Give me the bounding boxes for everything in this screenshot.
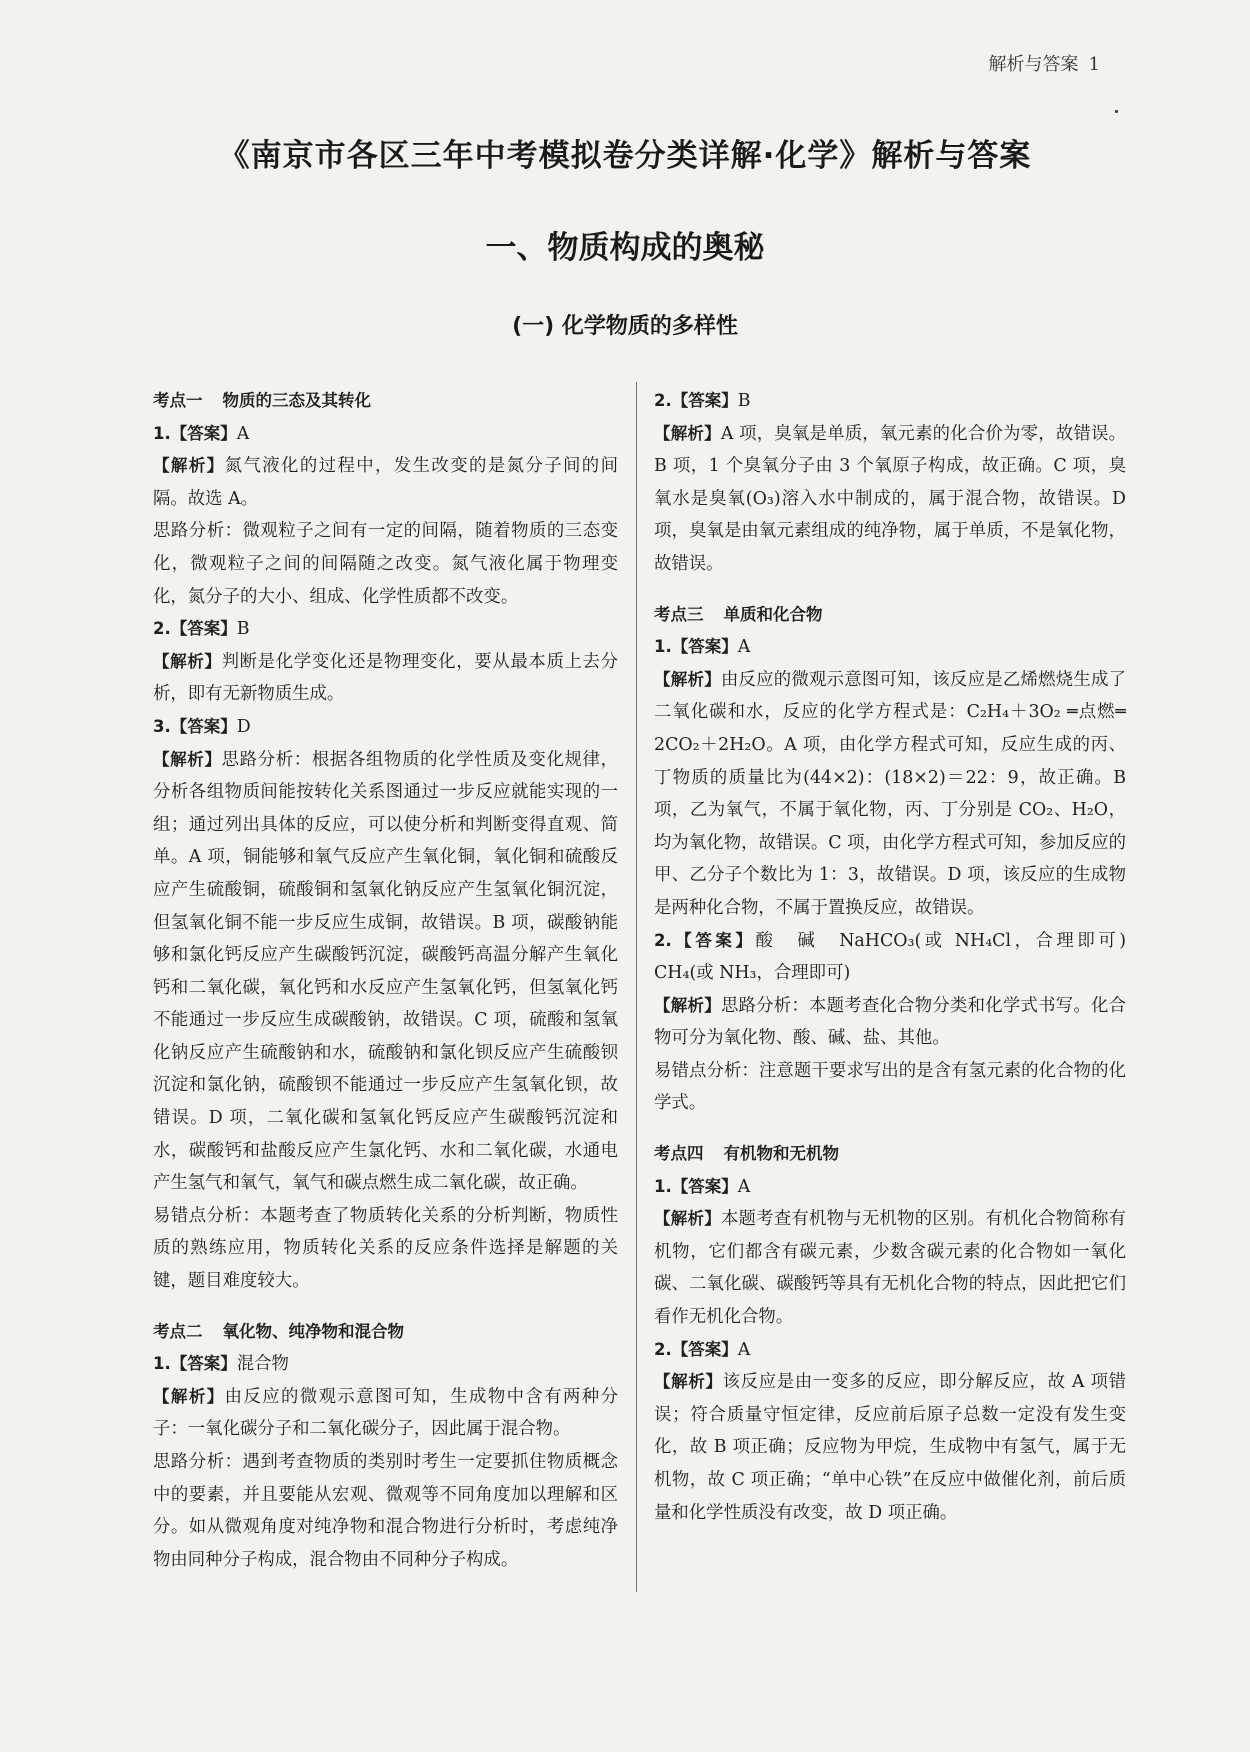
answer-tag: 【答案】 [170, 1354, 237, 1374]
right-column [654, 385, 1144, 1529]
kp3-title: 单质和化合物 [723, 604, 823, 624]
q-num: 1. [153, 1354, 171, 1374]
kp1-q2-analysis [153, 646, 618, 711]
q-num: 2. [654, 1339, 672, 1359]
q-num: 2. [654, 391, 672, 410]
kp4-label: 考点四 [654, 1144, 704, 1164]
kp1-q3-answer [153, 711, 618, 744]
analysis-tag: 【解析】 [153, 456, 225, 476]
analysis-text: 氮气液化的过程中，发生改变的是氮分子间的间隔。故选 A。 [153, 456, 618, 509]
kp2-q2-analysis [654, 418, 1126, 581]
kp1-q1-thinking: 思路分析：微观粒子之间有一定的间隔，随着物质的三态变化，微观粒子之间的间隔随之改变。氮气液化属于物理变化，氮分子的大小、组成、化学性质都不改变。 [153, 521, 618, 607]
kp4-heading [654, 1138, 1126, 1171]
kp3-label: 考点三 [654, 604, 704, 624]
kp3-heading [654, 599, 1126, 632]
analysis-text: 判断是化学变化还是物理变化，要从最本质上去分析，即有无新物质生成。 [153, 651, 618, 705]
q-num: 1. [153, 423, 171, 443]
q-num: 2. [153, 619, 171, 639]
q-num: 1. [654, 637, 672, 657]
q-num: 1. [654, 1176, 672, 1196]
kp4-q2-answer [654, 1334, 1126, 1367]
analysis-text: 由反应的微观示意图可知，生成物中含有两种分子：一氧化碳分子和二氧化碳分子，因此属于混合物。 [153, 1386, 618, 1440]
kp1-q3-error: 易错点分析：本题考查了物质转化关系的分析判断，物质性质的熟练应用，物质转化关系的反应条件选择是解题的关键，题目难度较大。 [153, 1205, 618, 1292]
analysis-tag: 【解析】 [654, 1209, 721, 1229]
analysis-tag: 【解析】 [654, 669, 721, 689]
answer-tag: 【答案】 [671, 1339, 738, 1359]
kp2-heading [153, 1316, 618, 1349]
analysis-tag: 【解析】 [153, 651, 222, 671]
analysis-tag: 【解析】 [153, 749, 222, 769]
analysis-text: 该反应是由一变多的反应，即分解反应，故 A 项错误；符合质量守恒定律，反应前后原子总数一定没有发生变化，故 B 项正确；反应物为甲烷，生成物中有氢气，属于无机物，故 C 项正确；“单中心铁”在反应中做催化剂，前后质量和化学性质没有改变，故 D 项正确。 [654, 1372, 1127, 1523]
kp2-title: 氧化物、纯净物和混合物 [222, 1321, 404, 1341]
answer-tag: 【答案】 [671, 930, 756, 950]
answer-tag: 【答案】 [170, 716, 237, 736]
page-header [989, 50, 1100, 76]
answer-value: 酸 碱 NaHCO₃(或 NH₄Cl，合理即可) CH₄(或 NH₃，合理即可) [654, 930, 1144, 984]
page-number: 1 [1088, 54, 1100, 75]
kp2-q1-thinking: 思路分析：遇到考查物质的类别时考生一定要抓住物质概念中的要素，并且要能从宏观、微观等不同角度加以理解和区分。如从微观角度对纯净物和混合物进行分析时，考虑纯净物由同种分子构成，混合物由不同种分子构成。 [153, 1452, 618, 1570]
kp1-q3-analysis [153, 744, 618, 1200]
kp4-q1-answer [654, 1171, 1126, 1204]
kp1-heading [153, 385, 618, 418]
speck [1115, 110, 1118, 113]
answer-value: B [737, 391, 751, 411]
kp3-q2-error: 易错点分析：注意题干要求写出的是含有氢元素的化合物的化学式。 [654, 1060, 1126, 1114]
analysis-tag: 【解析】 [654, 423, 721, 443]
q-num: 2. [654, 930, 672, 950]
answer-tag: 【答案】 [170, 619, 237, 639]
analysis-text: 思路分析：本题考查化合物分类和化学式书写。化合物可分为氧化物、酸、碱、盐、其他。 [654, 995, 1127, 1049]
kp4-q1-analysis [654, 1203, 1126, 1333]
analysis-tag: 【解析】 [153, 1386, 225, 1406]
kp1-q1-analysis [153, 450, 618, 515]
analysis-tag: 【解析】 [654, 1372, 723, 1392]
kp2-label: 考点二 [153, 1321, 203, 1341]
answer-tag: 【答案】 [671, 1176, 738, 1196]
left-column [153, 385, 618, 1576]
column-divider [636, 382, 637, 1592]
section-heading: (一) 化学物质的多样性 [512, 314, 738, 339]
kp2-q1-analysis [153, 1381, 618, 1446]
kp3-q1-answer [654, 631, 1126, 664]
kp1-q2-answer [153, 613, 618, 646]
kp1-title: 物质的三态及其转化 [222, 391, 371, 410]
answer-tag: 【答案】 [671, 637, 738, 657]
answer-value: D [236, 716, 251, 737]
header-text: 解析与答案 [988, 54, 1079, 75]
kp4-title: 有机物和无机物 [723, 1144, 839, 1164]
analysis-text: A 项，臭氧是单质，氧元素的化合价为零，故错误。B 项，1 个臭氧分子由 3 个氧原子构成，故正确。C 项，臭氧水是臭氧(O₃)溶入水中制成的，属于混合物，故错误。D 项，臭氧是由氧元素组成的纯净物，属于单质，不是氧化物，故错误。 [654, 423, 1127, 574]
kp3-q2-analysis [654, 990, 1126, 1055]
analysis-text: 由反应的微观示意图可知，该反应是乙烯燃烧生成了二氧化碳和水，反应的化学方程式是：C₂H₄＋3O₂ ═点燃═ 2CO₂＋2H₂O。A 项，由化学方程式可知，反应生成的丙、丁物质的质量比为(44×2)：(18×2)＝22：9，故正确。B 项，乙为氧气，不属于氧化物，丙、丁分别是 CO₂、H₂O，均为氧化物，故错误。C 项，由化学方程式可知，参加反应的甲、乙分子个数比为 1：3，故错误。D 项，该反应的生成物是两种化合物，不属于置换反应，故错误。 [654, 669, 1127, 918]
kp4-q2-analysis [654, 1366, 1126, 1529]
answer-value: A [737, 1339, 751, 1360]
answer-tag: 【答案】 [170, 423, 237, 443]
kp3-q2-answer [654, 925, 1144, 990]
answer-value: A [737, 1176, 751, 1197]
q-num: 3. [153, 716, 171, 736]
answer-value: A [737, 637, 751, 658]
answer-value: A [236, 423, 250, 444]
answer-value: B [236, 619, 250, 640]
kp2-q2-answer [654, 385, 1126, 418]
kp3-q1-analysis [654, 664, 1126, 925]
analysis-text: 思路分析：根据各组物质的化学性质及变化规律，分析各组物质间能按转化关系图通过一步反应就能实现的一组；通过列出具体的反应，可以使分析和判断变得直观、简单。A 项，铜能够和氧气反应产生氧化铜，氧化铜和硫酸反应产生硫酸铜，硫酸铜和氢氧化钠反应产生氢氧化铜沉淀，但氢氧化铜不能一步反应生成铜，故错误。B 项，碳酸钠能够和氯化钙反应产生碳酸钙沉淀，碳酸钙高温分解产生氧化钙和二氧化碳，氧化钙和水反应产生氢氧化钙，但氢氧化钙不能通过一步反应生成碳酸钠，故错误。C 项，硫酸和氢氧化钠反应产生硫酸钠和水，硫酸钠和氯化钡反应产生硫酸钡沉淀和氯化钠，硫酸钡不能通过一步反应产生氢氧化钡，故错误。D 项，二氧化碳和氢氧化钙反应产生碳酸钙沉淀和水，碳酸钙和盐酸反应产生氯化钙、水和二氧化碳，水通电产生氢气和氧气，氧气和碳点燃生成二氧化碳，故正确。 [153, 749, 618, 1194]
answer-tag: 【答案】 [671, 391, 738, 410]
kp1-q1-answer [153, 418, 618, 451]
analysis-tag: 【解析】 [654, 995, 721, 1015]
chapter-heading: 一、物质构成的奥秘 [485, 230, 765, 266]
kp1-label: 考点一 [153, 391, 203, 410]
document-title: 《南京市各区三年中考模拟卷分类详解·化学》解析与答案 [218, 138, 1032, 174]
answer-value: 混合物 [236, 1354, 289, 1375]
kp2-q1-answer [153, 1348, 618, 1381]
analysis-text: 本题考查有机物与无机物的区别。有机化合物简称有机物，它们都含有碳元素，少数含碳元素的化合物如一氧化碳、二氧化碳、碳酸钙等具有无机化合物的特点，因此把它们看作无机化合物。 [654, 1209, 1127, 1328]
